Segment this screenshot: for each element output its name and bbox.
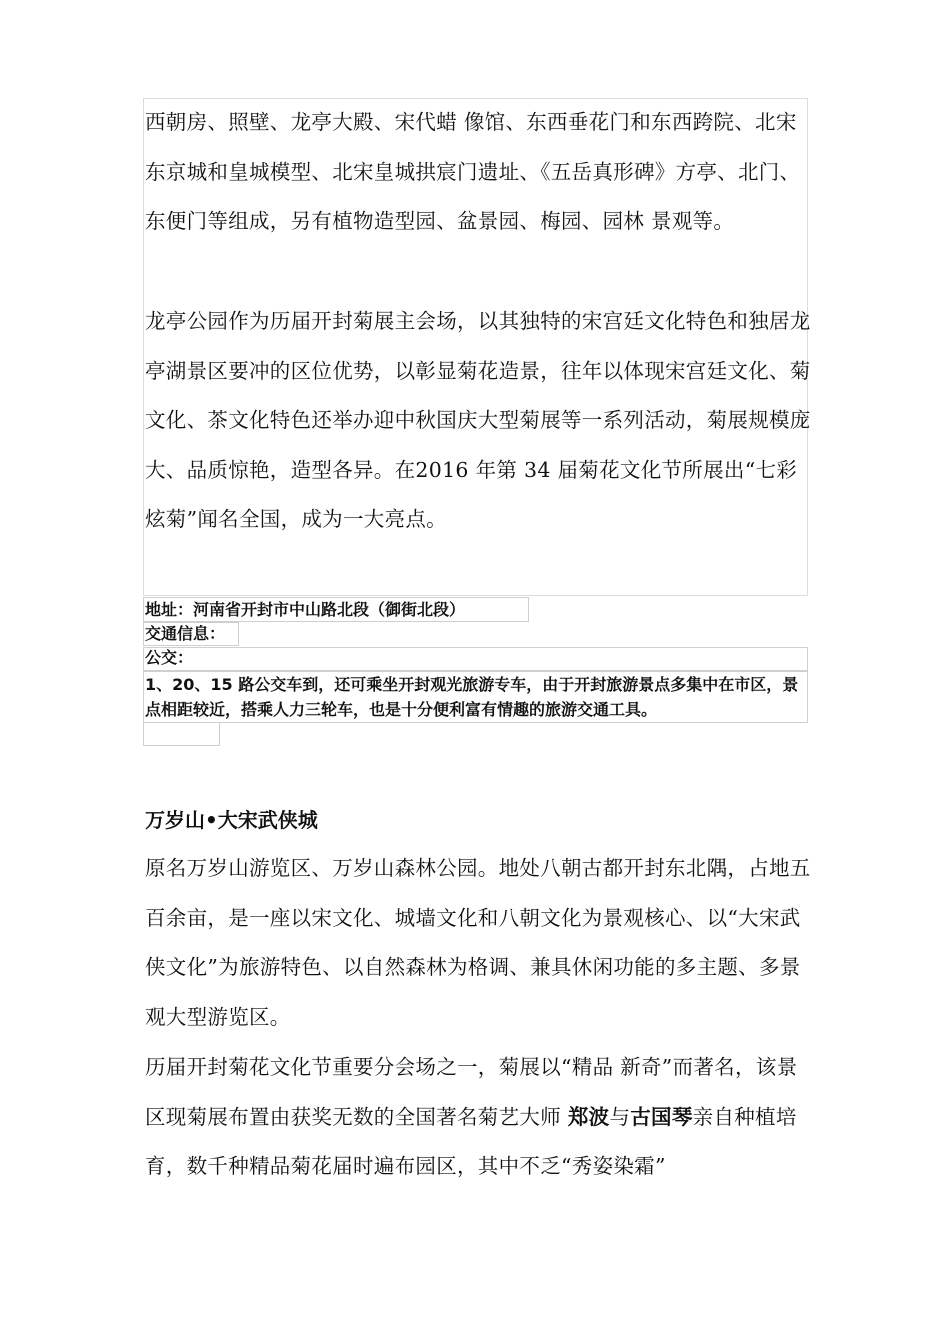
- paragraph-wansuishan-intro: 原名万岁山游览区、万岁山森林公园。地处八朝古都开封东北隅，占地五百余亩，是一座以宋文化、城墙文化和八朝文化为景观核心、以“大宋武侠文化”为旅游特色、以自然森林为格调、兼具休闲功能的多主题、多景观大型游览区。: [145, 856, 811, 1029]
- paragraph-wansuishan-show: [145, 1043, 813, 1192]
- show-text-b: 与: [609, 1104, 631, 1129]
- address-line: 地址：河南省开封市中山路北段（御街北段）: [145, 600, 466, 619]
- bus-detail-tail-frame: [143, 722, 220, 746]
- show-text-a: 历届开封菊花文化节重要分会场之一，菊展以“精品 新奇”而著名，该景区现菊展布置由获奖无数的全国著名菊艺大师: [145, 1055, 798, 1129]
- bus-detail: 1、20、15 路公交车到，还可乘坐开封观光旅游专车，由于开封旅游景点多集中在市区，景点相距较近，搭乘人力三轮车，也是十分便利富有情趣的旅游交通工具。: [145, 675, 799, 719]
- show-text-c: 亲自种植培育，数千种精品菊花届时遍布园区，其中不乏“秀姿染霜”: [145, 1104, 797, 1179]
- traffic-label: 交通信息：: [145, 624, 226, 643]
- paragraph-facilities: 西朝房、照壁、龙亭大殿、宋代蜡 像馆、东西垂花门和东西跨院、北宋东京城和皇城模型、北宋皇城拱宸门遗址、《五岳真形碑》方亭、北门、东便门等组成，另有植物造型园、盆景园、梅园、园林 景观等。: [145, 110, 801, 234]
- master-name-2: 古国琴: [630, 1104, 693, 1129]
- bus-frame: [143, 647, 808, 671]
- master-name-1: 郑波: [567, 1104, 610, 1129]
- paragraph-chrysanthemum-show: 龙亭公园作为历届开封菊展主会场，以其独特的宋宫廷文化特色和独居龙亭湖景区要冲的区位优势，以彰显菊花造景，往年以体现宋宫廷文化、菊文化、茶文化特色还举办迎中秋国庆大型菊展等一系列活动，菊展规模庞大、品质惊艳，造型各异。在2016 年第 34 届菊花文化节所展出“七彩炫菊”闻名全国，成为一大亮点。: [145, 309, 811, 532]
- bus-label: 公交：: [145, 648, 194, 667]
- section-heading: 万岁山•大宋武侠城: [145, 808, 318, 832]
